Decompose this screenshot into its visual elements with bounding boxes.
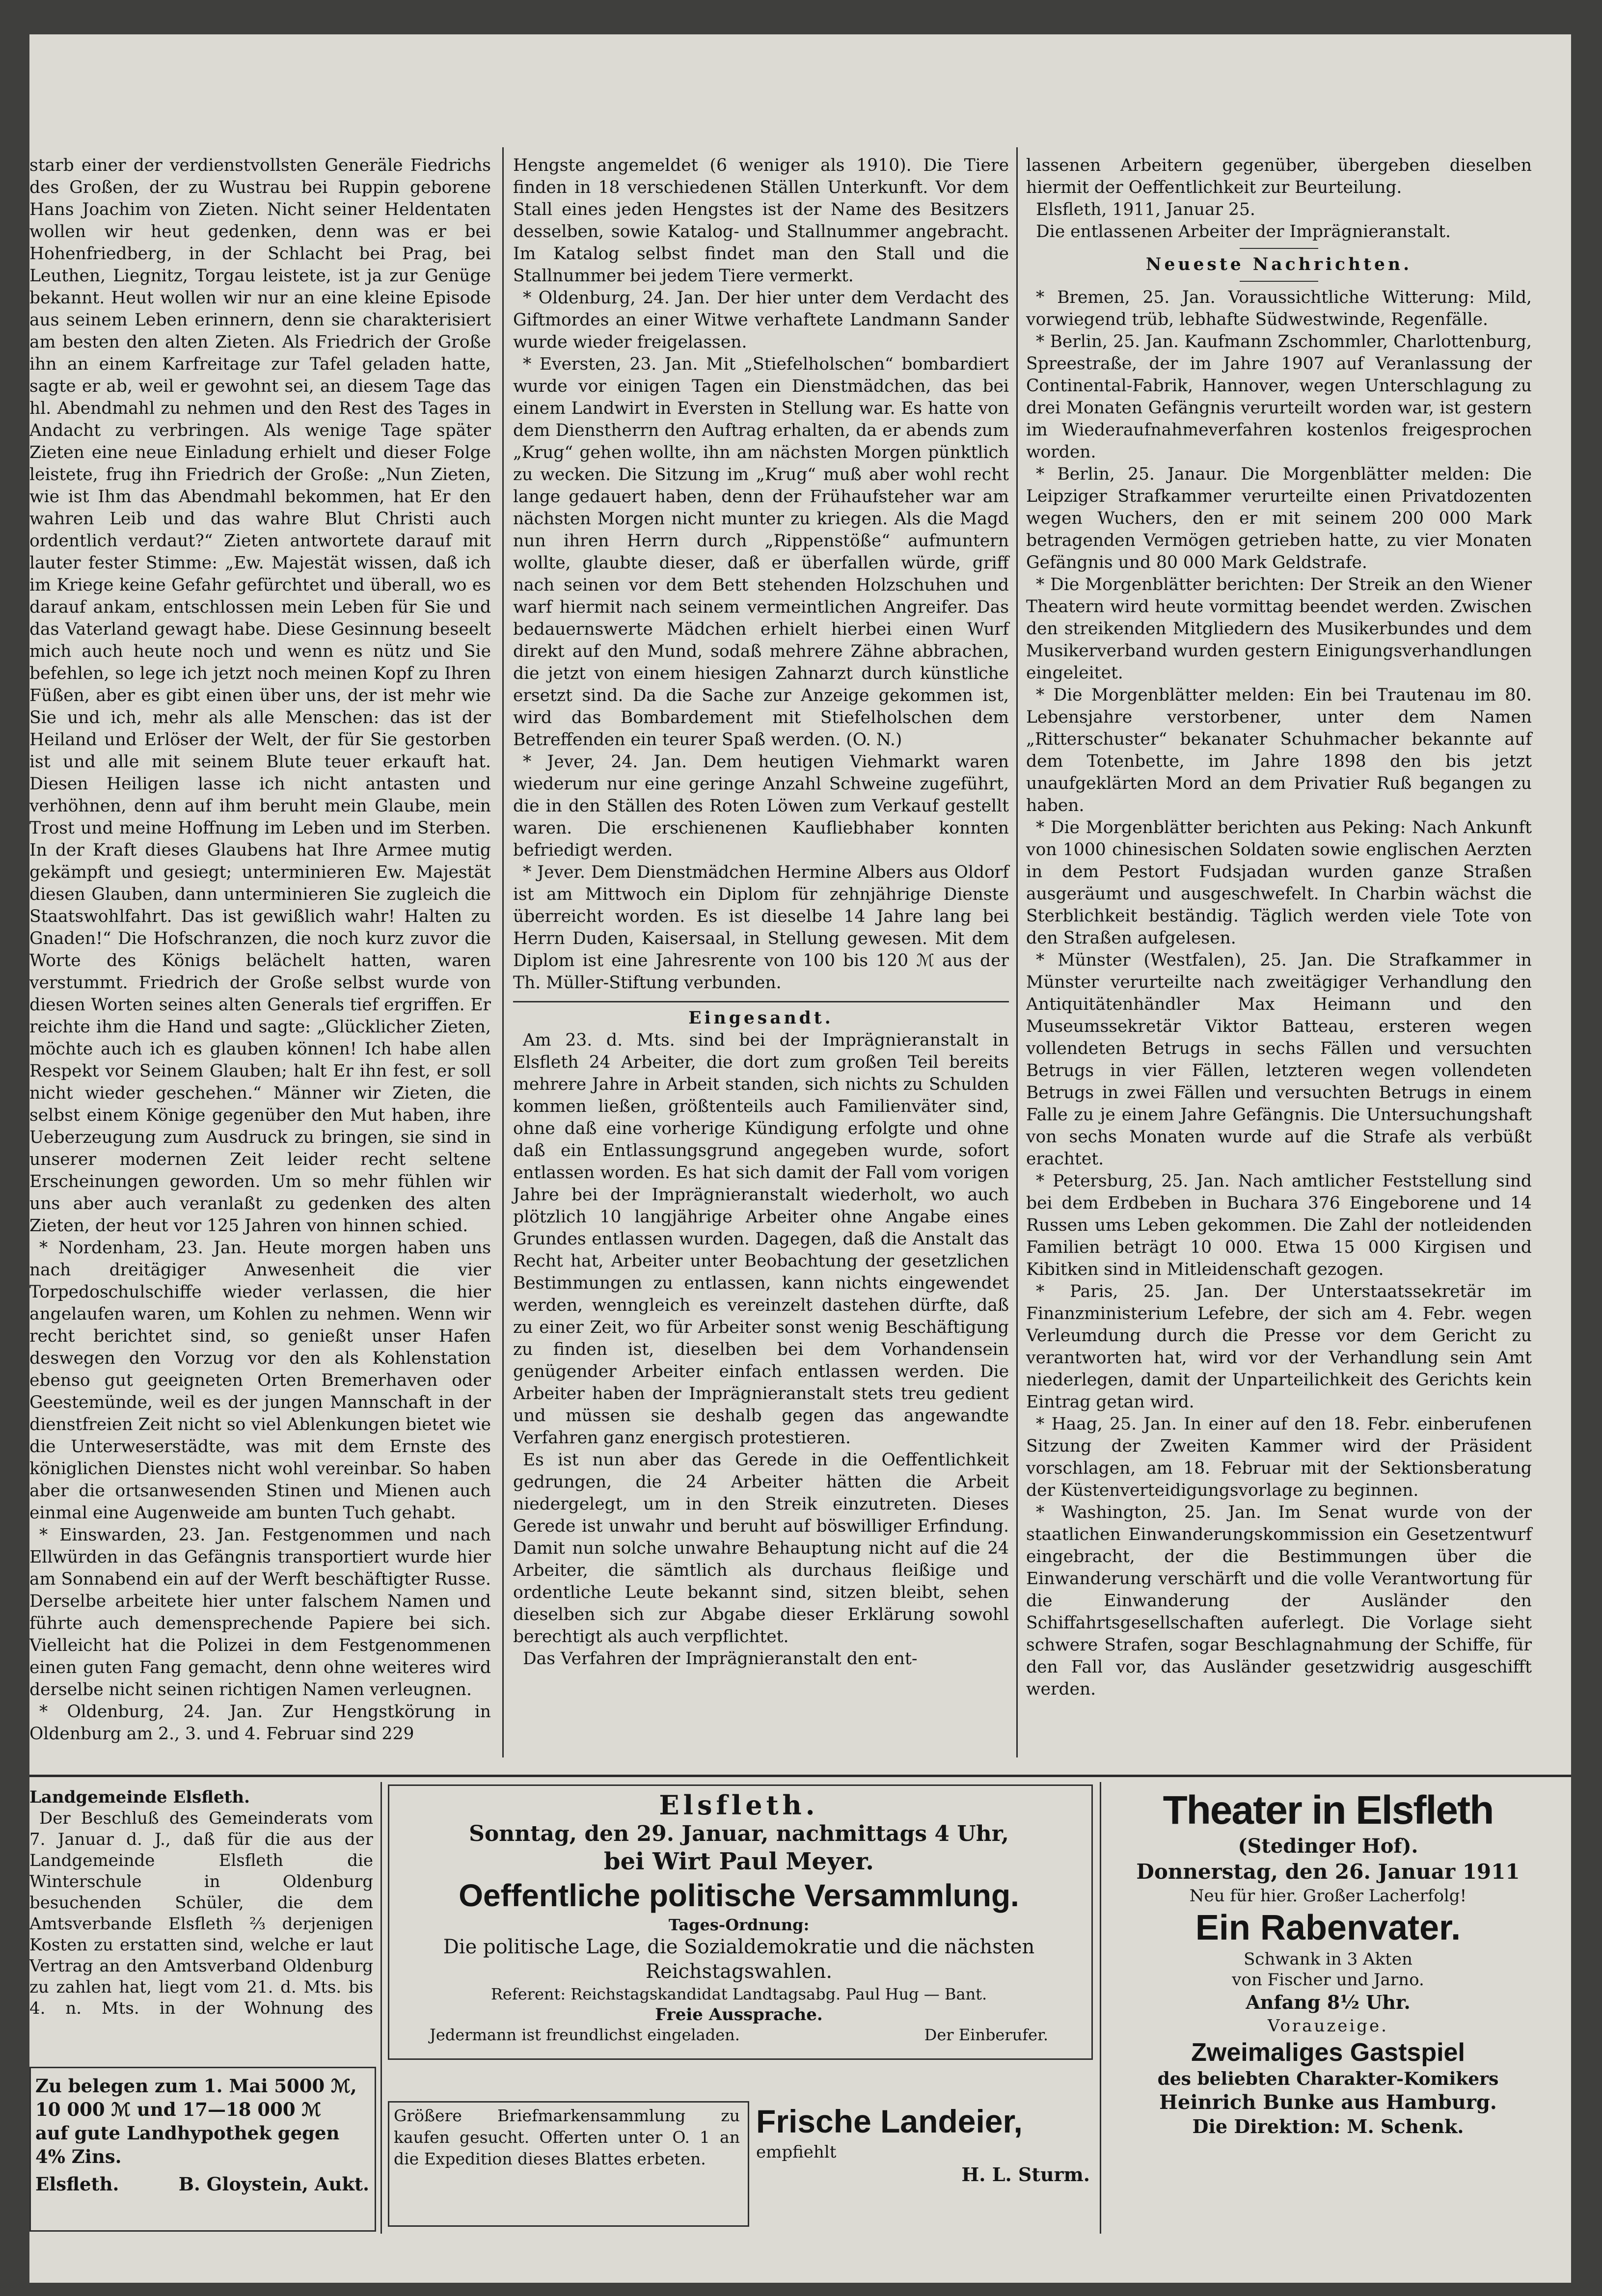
ad-belegen-line2: 10 000 ℳ und 17—18 000 ℳ (35, 2099, 322, 2120)
article-paragraph: * Jever, 24. Jan. Dem heutigen Viehmarkt waren wiederum nur eine geringe Anzahl Schweine zugeführt, die in den Ställen des Roten Löwen zum Verkauf gestellt waren. Die erschienenen Kaufliebhaber konnten befriedigt werden. (513, 752, 1009, 860)
ad-versammlung-title: Elsfleth. (659, 1789, 819, 1821)
neueste-nachrichten-text (1026, 287, 1532, 1701)
column-1 (29, 155, 491, 1745)
article-paragraph: * Oldenburg, 24. Jan. Der hier unter dem Verdacht des Giftmordes an einer Witwe verhaftete Landmann Sander wurde wieder freigelassen. (513, 288, 1009, 352)
column-2-news (513, 155, 1009, 994)
article-paragraph: * Münster (Westfalen), 25. Jan. Die Strafkammer in Münster verurteilte nach zweitägiger Verhandlung den Antiquitätenhändler Max Heimann und den Museumssekretär Viktor Batteau, ersteren wegen vollendeten Betrugs in sechs Fällen und versuchten Betrugs in vier Fällen, letzteren wegen vollendeten Betrugs in zwei Fällen und versuchten Betrugs in einem Falle zu je einem Jahre Gefängnis. Die Untersuchungshaft von sechs Monaten wurde auf die Strafe als verbüßt erachtet. (1026, 950, 1532, 1169)
ad-versammlung-host: bei Wirt Paul Meyer. (604, 1848, 874, 1875)
short-rule (1240, 281, 1318, 282)
ad-belegen-name: B. Gloystein, Aukt. (178, 2173, 369, 2195)
ad-versammlung-referent: Referent: Reichstagskandidat Landtagsabg. Paul Hug — Bant. (490, 1985, 987, 2003)
column-3 (1026, 155, 1532, 1701)
ad-theater-artist: Heinrich Bunke aus Hamburg. (1159, 2091, 1497, 2114)
article-paragraph: * Berlin, 25. Jan. Kaufmann Zschommler, Charlottenburg, Spreestraße, der im Jahre 1907 auf Veranlassung der Continental-Fabrik, Hannover, wegen Unterschlagung zu drei Monaten Gefängnis verurteilt worden war, ist gestern im Wiederaufnahmeverfahren kostenlos freigesprochen worden. (1026, 332, 1532, 462)
ad-divider (380, 1782, 382, 2234)
ad-landeier (756, 2101, 1090, 2224)
ad-belegen-line3: auf gute Landhypothek gegen 4% Zins. (35, 2122, 340, 2167)
article-paragraph: starb einer der verdienstvollsten Generäle Fiedrichs des Großen, der zu Wustrau bei Ruppin geborene Hans Joachim von Zieten. Nicht seiner Heldentaten wollen wir heut gedenken, denn was er bei Hohenfriedberg, in der Schlacht bei Prag, bei Leuthen, Liegnitz, Torgau leistete, ist ja zur Genüge bekannt. Heut wollen wir nur an eine kleine Episode aus seinem Leben erinnern, denn sie charakterisiert am besten den alten Zieten. Als Friedrich der Große ihn an einem Karfreitage zur Tafel geladen hatte, sagte er ab, weil er gewohnt sei, an diesem Tage das hl. Abendmahl zu nehmen und den Rest des Tages in Andacht zu verbringen. Als wenige Tage später Zieten eine neue Einladung erhielt und dieser Folge leistete, frug ihn Friedrich der Große: „Nun Zieten, wie ist Ihm das Abendmahl bekommen, hat Er den wahren Leib und das wahre Blut Christi auch ordentlich verdaut?“ Zieten antwortete darauf mit lauter fester Stimme: „Ew. Majestät wissen, daß ich im Kriege keine Gefahr gefürchtet und überall, wo es darauf ankam, entschlossen mein Leben für Sie und das Vaterland gewagt habe. Diese Gesinnung beseelt mich auch heute noch und wenn es nütz und Sie befehlen, so lege ich jetzt noch meinen Kopf zu Ihren Füßen, aber es gibt einen über uns, der ist mehr wie Sie und ich, mehr als alle Menschen: das ist der Heiland und Erlöser der Welt, der für Sie gestorben ist und alle mit seinem Blute teuer erkauft hat. Diesen Heiligen lasse ich nicht antasten und verhöhnen, denn auf ihm beruht mein Glaube, mein Trost und meine Hoffnung im Leben und im Sterben. In der Kraft dieses Glaubens hat Ihre Armee mutig gekämpft und gesiegt; unterminieren Ew. Majestät diesen Glauben, dann unterminieren Sie zugleich die Staatswohlfahrt. Das ist gewißlich wahr! Halten zu Gnaden!“ Die Hofschranzen, die noch kurz zuvor die Worte des Königs belächelt hatten, waren verstummt. Friedrich der Große selbst wurde von diesen Worten seines alten Generals tief ergriffen. Er reichte ihm die Hand und sagte: „Glücklicher Zieten, möchte auch ich es glauben können! Ich habe allen Respekt vor Seinem Glauben; halt Er ihn fest, er soll nicht wieder geschehen.“ Männer wir Zieten, die selbst einem Könige gegenüber den Mut haben, ihre Ueberzeugung zum Ausdruck zu bringen, sie sind in unserer modernen Zeit leider recht seltene Erscheinungen geworden. Um so mehr fühlen wir uns aber auch veranlaßt zu gedenken des alten Zieten, der heut vor 125 Jahren von hinnen schied. (29, 156, 491, 1236)
ad-theater-start: Anfang 8½ Uhr. (1246, 1991, 1411, 2013)
article-paragraph: * Bremen, 25. Jan. Voraussichtliche Witterung: Mild, vorwiegend trüb, lebhafte Südwestwinde, Regenfälle. (1026, 288, 1532, 329)
article-paragraph: lassenen Arbeitern gegenüber, übergeben dieselben hiermit der Oeffentlichkeit zur Beurteilung. (1026, 156, 1532, 197)
ad-versammlung-free: Freie Aussprache. (655, 2005, 823, 2025)
article-paragraph: Die entlassenen Arbeiter der Imprägnieranstalt. (1036, 222, 1451, 242)
article-paragraph: Das Verfahren der Imprägnieranstalt den ent- (523, 1649, 918, 1669)
ad-theater-guest: Zweimaliges Gastspiel (1191, 2038, 1465, 2067)
ads-top-rule (29, 1775, 1571, 1777)
article-paragraph: * Die Morgenblätter berichten: Der Streik an den Wiener Theatern wird heute vormittag beendet werden. Zwischen den streikenden Mitgliedern des Musikerbundes und dem Musikerverband wurden gestern Einigungsverhandlungen eingeleitet. (1026, 575, 1532, 683)
ad-theater-sub: (Stedinger Hof). (1238, 1835, 1418, 1858)
ad-versammlung-invite: Jedermann ist freundlichst eingeladen. (430, 2026, 740, 2044)
article-paragraph: Es ist nun aber das Gerede in die Oeffentlichkeit gedrungen, die 24 Arbeiter hätten die Arbeit niedergelegt, um in den Streik einzutreten. Dieses Gerede ist unwahr und beruht auf böswilliger Erfindung. Damit nun solche unwahre Behauptung nicht auf die 24 Arbeiter, die sämtlich als durchaus fleißige und ordentliche Leute bekannt sind, sitzen bleibt, sehen dieselben sich zur Abgabe dieser Erklärung sowohl berechtigt als auch verpflichtet. (513, 1450, 1009, 1647)
eingesandt-heading: Eingesandt. (688, 1008, 834, 1028)
article-paragraph: Elsfleth, 1911, Januar 25. (1036, 200, 1255, 219)
article-paragraph: * Jever. Dem Dienstmädchen Hermine Albers aus Oldorf ist am Mittwoch ein Diplom für zehnjährige Dienste überreicht worden. Es ist dieselbe 14 Jahre lang bei Herrn Duden, Kaisersaal, in Stellung gewesen. Mit dem Diplom ist eine Jahresrente von 100 bis 120 ℳ aus der Th. Müller-Stiftung verbunden. (513, 863, 1009, 993)
column-divider (1016, 147, 1018, 1757)
article-paragraph: * Haag, 25. Jan. In einer auf den 18. Febr. einberufenen Sitzung der Zweiten Kammer wird der Präsident vorschlagen, am 18. Februar mit der Sektionsberatung der Küstenverteidigungsvorlage zu beginnen. (1026, 1414, 1532, 1500)
article-paragraph: * Oldenburg, 24. Jan. Zur Hengstkörung in Oldenburg am 2., 3. und 4. Februar sind 229 (29, 1702, 491, 1744)
ad-belegen (35, 2074, 369, 2226)
ad-divider (1100, 1782, 1101, 2234)
article-paragraph: * Die Morgenblätter melden: Ein bei Trautenau im 80. Lebensjahre verstorbener, unter dem Namen „Ritterschuster“ bekanater Schuhmacher bekannte auf dem Totenbette, im Jahre 1898 den bis jetzt unaufgeklärten Mord an dem Privatier Ruß begangen zu haben. (1026, 685, 1532, 815)
article-paragraph: Am 23. d. Mts. sind bei der Imprägnieranstalt in Elsfleth 24 Arbeiter, die dort zum großen Teil bereits mehrere Jahre in Arbeit standen, sich nichts zu Schulden kommen ließen, größtenteils auch Familienväter sind, ohne daß eine vorherige Kündigung erfolgte und ohne daß ein Entlassungsgrund angegeben wurde, sofort entlassen worden. Es hat sich damit der Fall vom vorigen Jahre bei der Imprägnieranstalt wiederholt, wo auch plötzlich 10 langjährige Arbeiter ohne Angabe eines Grundes entlassen wurden. Dagegen, daß die Anstalt das Recht hat, Arbeiter unter Beobachtung der gesetzlichen Bestimmungen zu entlassen, kann nichts eingewendet werden, wenngleich es vereinzelt dastehen dürfte, daß zu einer Zeit, wo für Arbeiter sonst wenig Beschäftigung zu finden ist, dieselben bei dem Vorhandensein genügender Arbeiter einfach entlassen werden. Die Arbeiter haben der Imprägnieranstalt stets treu gedient und müssen sie deshalb gegen das angewandte Verfahren ganz energisch protestieren. (513, 1030, 1009, 1448)
ad-theater-new: Neu für hier. Großer Lacherfolg! (1189, 1886, 1467, 1906)
column-3-continuation (1026, 155, 1532, 243)
article-paragraph: * Washington, 25. Jan. Im Senat wurde von der staatlichen Einwanderungskommission ein Gesetzentwurf eingebracht, der die Bestimmungen über die Einwanderung verschärft und die volle Verantwortung für die Einwanderung der Ausländer den Schiffahrtsgesellschaften auferlegt. Die Vorlage sieht schwere Strafen, sogar Beschlagnahmung der Schiffe, für den Fall vor, das Ausländer gesetzwidrig ausgeschifft werden. (1026, 1503, 1532, 1699)
ad-belegen-place: Elsfleth. (35, 2173, 119, 2195)
ad-versammlung-agenda-label: Tages-Ordnung: (668, 1916, 810, 1934)
ad-theater-authors: von Fischer und Jarno. (1232, 1970, 1424, 1990)
section-rule (513, 1001, 1009, 1002)
ad-briefmarken-text: Größere Briefmarkensammlung zu kaufen gesucht. Offerten unter O. 1 an die Expedition dieses Blattes erbeten. (394, 2106, 740, 2168)
article-paragraph: * Paris, 25. Jan. Der Unterstaatssekretär im Finanzministerium Lefebre, der sich am 4. Febr. wegen Verleumdung durch die Presse vor dem Gericht zu verantworten hat, wird vor der Verhandlung sein Amt niederlegen, damit der Unparteilichkeit des Gerichts kein Eintrag getan wird. (1026, 1282, 1532, 1412)
ad-theater-play: Ein Rabenvater. (1195, 1908, 1461, 1947)
ad-landgemeinde-body: Der Beschluß des Gemeinderats vom 7. Januar d. J., daß für die aus der Landgemeinde Elsfleth die Winterschule in Oldenburg besuchenden Schüler, die dem Amtsverbande Elsfleth ⅔ derjenigen Kosten zu erstatten sind, welche er laut Vertrag an den Amtsverband Oldenburg zu zahlen hat, liegt vom 21. d. Mts. bis 4. n. Mts. in der Wohnung des (29, 1809, 373, 2018)
article-paragraph: Hengste angemeldet (6 weniger als 1910). Die Tiere finden in 18 verschiedenen Ställen Unterkunft. Vor dem Stall eines jeden Hengstes ist der Name des Besitzers desselben, sowie Katalog- und Stallnummer angebracht. Im Katalog selbst findet man den Stall und die Stallnummer bei jedem Tiere vermerkt. (513, 156, 1009, 286)
ad-briefmarken (394, 2105, 740, 2223)
ad-landeier-body: empfiehlt (756, 2142, 837, 2162)
ad-theater-pre: Vorauzeige. (1268, 2016, 1388, 2036)
eingesandt-text (513, 1029, 1009, 1670)
column-divider (502, 147, 504, 1757)
ad-landgemeinde (29, 1787, 373, 2018)
neueste-nachrichten-heading: Neueste Nachrichten. (1145, 255, 1412, 274)
article-paragraph: * Nordenham, 23. Jan. Heute morgen haben uns nach dreitägiger Anwesenheit die vier Torpedoschulschiffe wieder verlassen, die hier angelaufen waren, um Kohlen zu nehmen. Wenn wir recht berichtet sind, so genießt unser Hafen deswegen den Vorzug vor den als Kohlenstation ebenso gut geeigneten Orten Bremerhaven oder Geestemünde, weil es der jungen Mannschaft in der dienstfreien Zeit nicht so viel Ablenkungen bietet wie die Unterweserstädte, was mit dem Ernste des königlichen Dienstes nicht wohl vereinbar. So haben aber die ortsanwesenden Stinen und Mienen auch einmal eine Augenweide am bunten Tuch gehabt. (29, 1238, 491, 1523)
article-paragraph: * Einswarden, 23. Jan. Festgenommen und nach Ellwürden in das Gefängnis transportiert wurde hier am Sonnabend ein auf der Werft beschäftigter Russe. Derselbe arbeitete hier unter falschem Namen und führte auch demensprechende Papiere bei sich. Vielleicht hat die Polizei in dem Festgenommenen einen guten Fang gemacht, denn ohne weiteres wird derselbe nicht seinen richtigen Namen verleugnen. (29, 1525, 491, 1700)
ad-theater-genre: Schwank in 3 Akten (1244, 1949, 1412, 1969)
ad-theater-comic: des beliebten Charakter-Komikers (1157, 2069, 1499, 2089)
ad-landgemeinde-title: Landgemeinde Elsfleth. (29, 1787, 250, 1807)
ad-belegen-line1: Zu belegen zum 1. Mai 5000 ℳ, (35, 2075, 357, 2097)
short-rule (1240, 248, 1318, 249)
ad-theater (1107, 1787, 1549, 2234)
ad-theater-date: Donnerstag, den 26. Januar 1911 (1136, 1860, 1520, 1884)
ad-theater-title: Theater in Elsfleth (1163, 1788, 1493, 1833)
newspaper-page (29, 34, 1571, 2283)
ad-versammlung-headline: Oeffentliche politische Versammlung. (459, 1878, 1019, 1913)
ad-landeier-name: H. L. Sturm. (961, 2163, 1090, 2186)
article-paragraph: * Petersburg, 25. Jan. Nach amtlicher Feststellung sind bei dem Erdbeben in Buchara 376 Eingeborene und 14 Russen ums Leben gekommen. Die Zahl der notleidenden Familien beträgt 10 000. Etwa 15 000 Kirgisen und Kibitken sind in Mitleidenschaft gezogen. (1026, 1171, 1532, 1279)
ad-landeier-headline: Frische Landeier, (756, 2103, 1023, 2139)
column-2 (513, 155, 1009, 1670)
article-paragraph: * Die Morgenblätter berichten aus Peking: Nach Ankunft von 1000 chinesischen Soldaten sowie englischen Aerzten in dem Pestort Fudsjadan wurden ganze Straßen ausgeräumt und ausgeschwefelt. In Charbin wächst die Sterblichkeit beständig. Täglich werden viele Tote von den Straßen aufgelesen. (1026, 818, 1532, 948)
article-paragraph: * Eversten, 23. Jan. Mit „Stiefelholschen“ bombardiert wurde vor einigen Tagen ein Dienstmädchen, das bei einem Landwirt in Eversten in Stellung war. Es hatte von dem Dienstherrn den Auftrag erhalten, da er abends zum „Krug“ gehen wollte, ihn am nächsten Morgen pünktlich zu wecken. Die Sitzung im „Krug“ muß aber wohl recht lange gedauert haben, denn der Frühaufsteher war am nächsten Morgen nicht munter zu kriegen. Als die Magd nun ihren Herrn durch „Rippenstöße“ aufmuntern wollte, glaubte dieser, daß er überfallen würde, griff nach seinen vor dem Bett stehenden Holzschuhen und warf hiermit nach seinem vermeintlichen Angreifer. Das bedauernswerte Mädchen erhielt hierbei einen Wurf direkt auf den Mund, sodaß mehrere Zähne abbrachen, die jetzt von einem hiesigen Zahnarzt durch künstliche ersetzt sind. Da die Sache zur Anzeige gekommen ist, wird das Bombardement mit Stiefelholschen dem Betreffenden ein teurer Spaß werden. (O. N.) (513, 354, 1009, 750)
ad-versammlung-date: Sonntag, den 29. Januar, nachmittags 4 Uhr, (469, 1821, 1009, 1846)
ad-versammlung-sign: Der Einberufer. (924, 2026, 1048, 2044)
ad-theater-direction: Die Direktion: M. Schenk. (1192, 2115, 1464, 2137)
ad-versammlung-agenda: Die politische Lage, die Sozialdemokratie und die nächsten Reichstagswahlen. (443, 1936, 1035, 1983)
ad-versammlung (395, 1789, 1083, 2054)
article-paragraph: * Berlin, 25. Janaur. Die Morgenblätter melden: Die Leipziger Strafkammer verurteilte einen Privatdozenten wegen Wuchers, den er mit seinem 200 000 Mark betragenden Vermögen getrieben hatte, zu vier Monaten Gefängnis und 80 000 Mark Geldstrafe. (1026, 464, 1532, 572)
